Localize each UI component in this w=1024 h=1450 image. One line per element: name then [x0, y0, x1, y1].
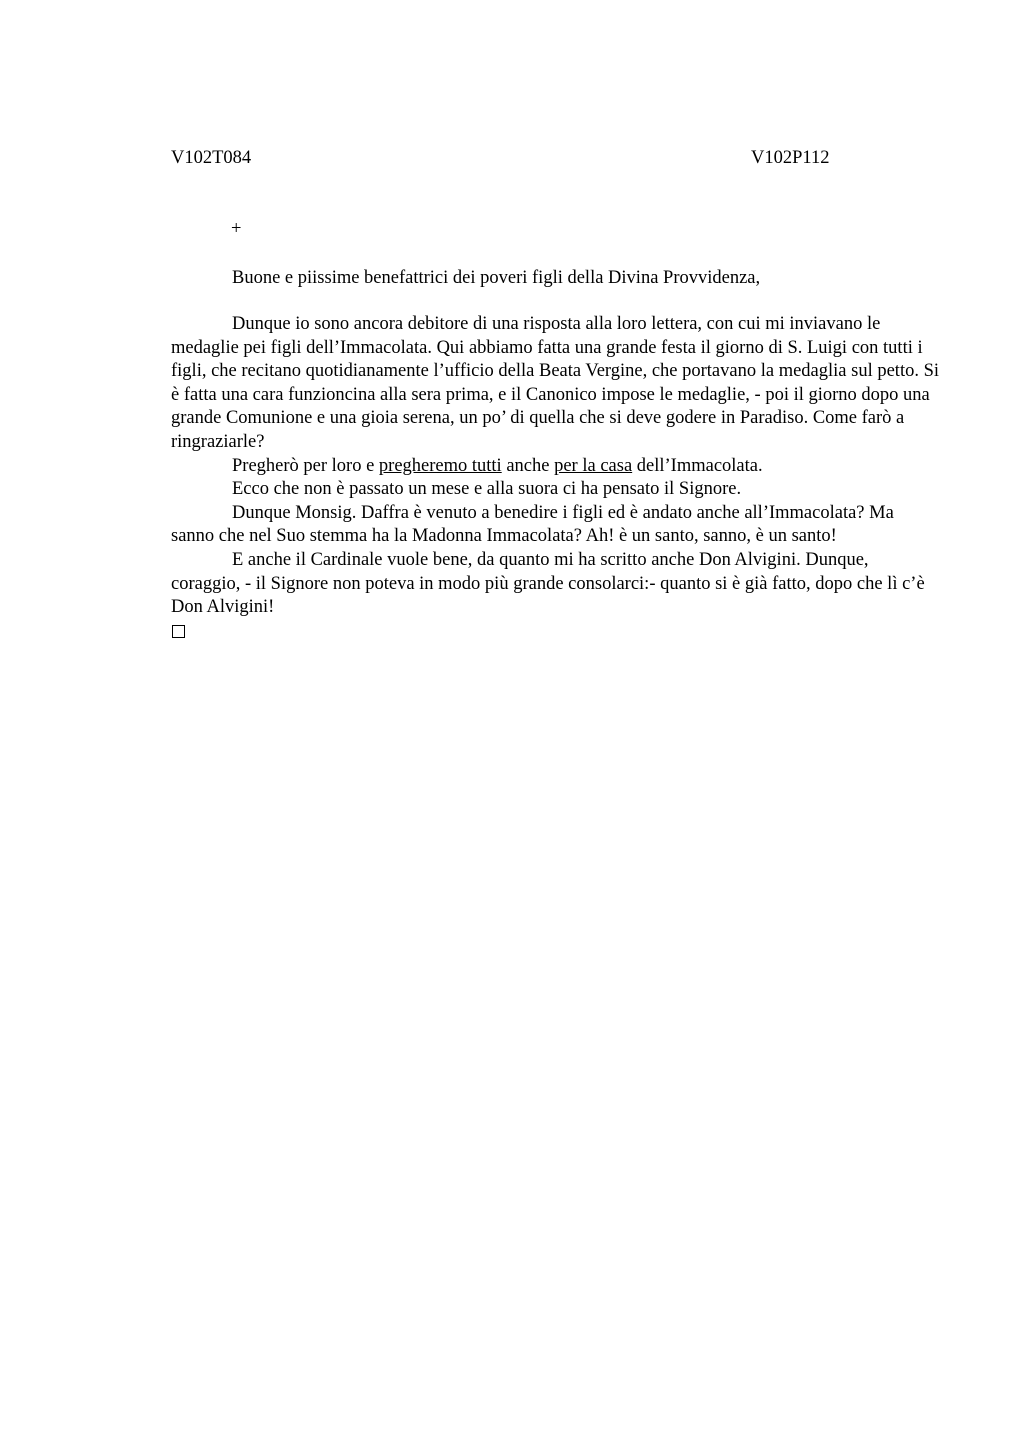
document-code-right: V102P112 — [751, 148, 830, 168]
paragraph-2 — [171, 455, 941, 479]
end-marker-box — [172, 625, 185, 638]
paragraph-2-text-a: Pregherò per loro e — [232, 455, 379, 476]
paragraph-1: Dunque io sono ancora debitore di una risposta alla loro lettera, con cui mi inviavano le medaglie pei figli dell’Immacolata. Qui abbiamo fatta una grande festa il giorno di S. Luigi con tutti i figli, che recitano quotidianamente l’ufficio della Beata Vergine, che portavano la medaglia sul petto. Si è fatta una cara funzioncina alla sera prima, e il Canonico impose le medaglie, - poi il giorno dopo una grande Comunione e una gioia serena, un po’ di quella che si deve godere in Paradiso. Come farò a ringraziarle? — [171, 314, 940, 452]
paragraph-4: Dunque Monsig. Daffra è venuto a benedire i figli ed è andato anche all’Immacolata? Ma sanno che nel Suo stemma ha la Madonna Immacolata? Ah! è un santo, sanno, è un santo! — [171, 502, 894, 547]
cross-symbol: + — [231, 219, 242, 239]
paragraph-3: Ecco che non è passato un mese e alla suora ci ha pensato il Signore. — [232, 479, 742, 500]
letter-salutation: Buone e piissime benefattrici dei poveri figli della Divina Provvidenza, — [232, 268, 761, 288]
paragraph-2-text-c: anche — [501, 455, 555, 476]
underlined-phrase-pregheremo: pregheremo tutti — [378, 455, 502, 476]
underlined-phrase-casa: per la casa — [554, 455, 633, 476]
paragraph-5: E anche il Cardinale vuole bene, da quanto mi ha scritto anche Don Alvigini. Dunque, coraggio, - il Signore non poteva in modo più grande consolarci:- quanto si è già fatto, dopo che lì c’è Don Alvigini! — [171, 549, 925, 618]
paragraph-2-text-e: dell’Immacolata. — [632, 455, 763, 476]
document-code-left: V102T084 — [171, 148, 252, 168]
letter-body — [171, 313, 941, 638]
